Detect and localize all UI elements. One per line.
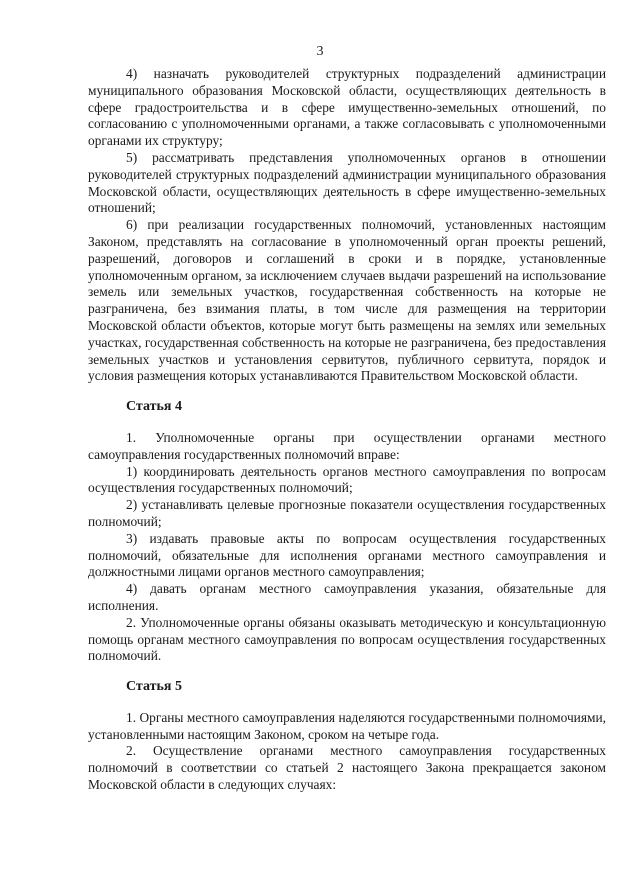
document-body [88,66,606,794]
article-4-paragraph: 2) устанавливать целевые прогнозные показатели осуществления государственных полномочий; [88,497,606,529]
article-4-paragraph: 1) координировать деятельность органов местного самоуправления по вопросам осуществления государственных полномочий; [88,463,606,496]
article-4-paragraph: 1. Уполномоченные органы при осуществлении органами местного самоуправления государственных полномочий вправе: [88,429,606,462]
paragraph-item-4: 4) назначать руководителей структурных подразделений администрации муниципального образования Московской области, осуществляющих деятельность в сфере градостроительства и в сфере имущественно-земельных отношений, по согласованию с уполномоченными органами, а также согласовывать с уполномоченными органами их структуру; [88,66,606,149]
paragraph-item-5: 5) рассматривать представления уполномоченных органов в отношении руководителей структурных подразделений администрации муниципального образования Московской области, осуществляющих деятельность в сфере имущественно-земельных отношений; [88,149,606,216]
article-5-paragraph: 2. Осуществление органами местного самоуправления государственных полномочий в соответствии со статьей 2 настоящего Закона прекращается законом Московской области в следующих случаях: [88,743,606,793]
article-5-paragraph: 1. Органы местного самоуправления наделяются государственными полномочиями, установленными настоящим Законом, сроком на четыре года. [88,709,606,742]
article-4-paragraph: 4) давать органам местного самоуправления указания, обязательные для исполнения. [88,581,606,613]
paragraph-item-6: 6) при реализации государственных полномочий, установленных настоящим Законом, представлять на согласование в уполномоченный орган проекты решений, разрешений, договоров и соглашений в сроки и в порядке, установленные уполномоченным органом, за исключением случаев выдачи разрешений на использование земель или земельных участков, государственная собственность на которые не разграничена, без взимания платы, в том числе для размещения на территории Московской области объектов, которые могут быть размещены на землях или земельных участках, государственная собственность на которые не разграничена, без предоставления земельных участков и установления сервитутов, публичного сервитута, порядок и условия размещения которых устанавливаются Правительством Московской области. [88,217,606,384]
article-5-heading: Статья 5 [126,679,182,695]
article-4-heading: Статья 4 [126,399,182,415]
page-number: 3 [316,44,324,59]
article-4-paragraph: 3) издавать правовые акты по вопросам осуществления государственных полномочий, обязательные для исполнения органами местного самоуправления и должностными лицами органов местного самоуправления; [88,530,606,580]
article-4-paragraph: 2. Уполномоченные органы обязаны оказывать методическую и консультационную помощь органам местного самоуправления по вопросам осуществления государственных полномочий. [88,614,606,664]
